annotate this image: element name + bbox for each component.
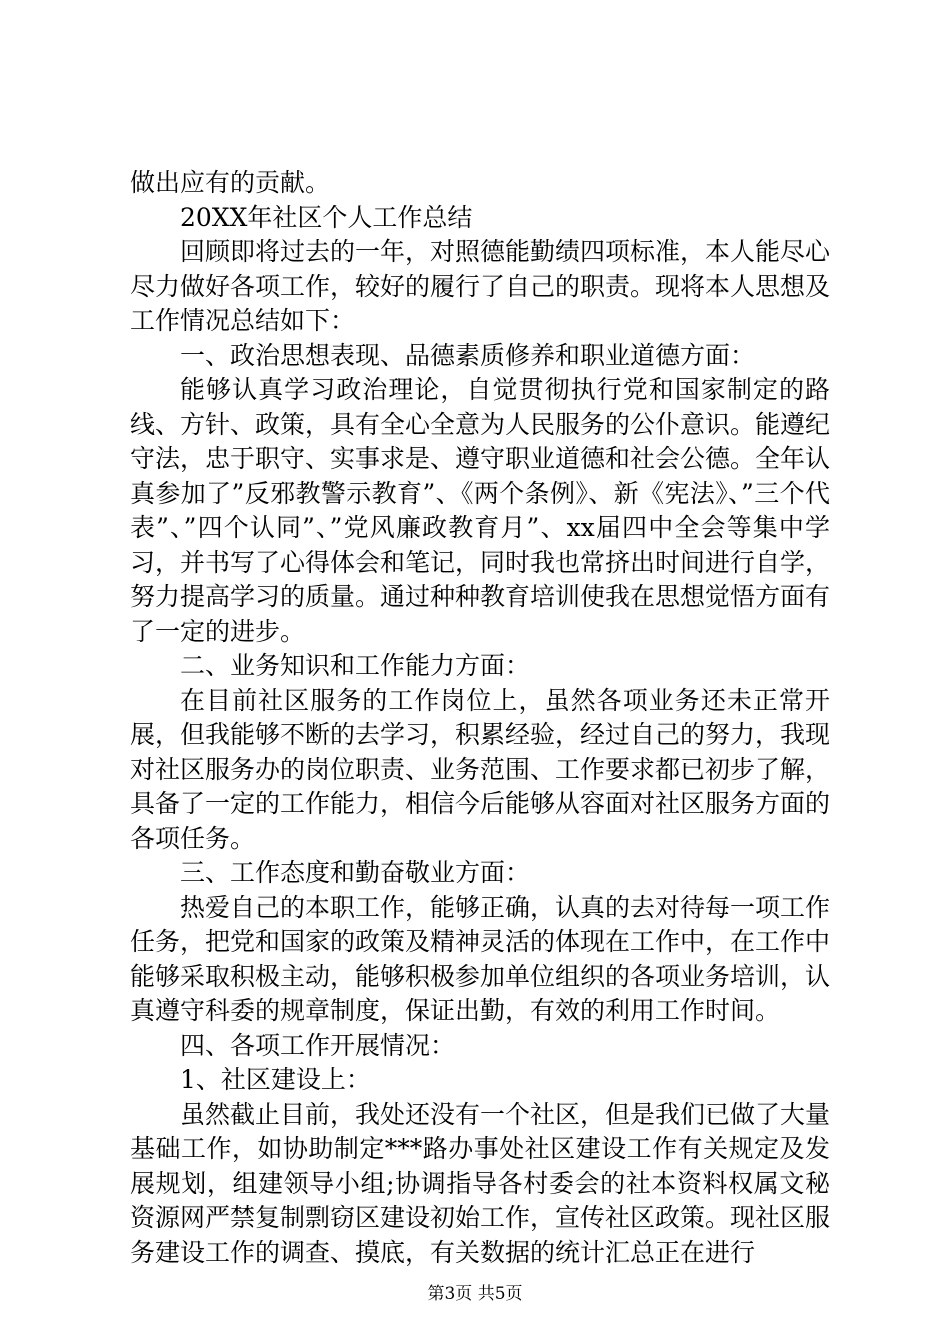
- section-heading: 二、业务知识和工作能力方面：: [180, 651, 531, 680]
- paragraph: 在目前社区服务的工作岗位上，虽然各项业务还未正常开展，但我能够不断的去学习，积累经验，经过自己的努力，我现对社区服务办的岗位职责、业务范围、工作要求都已初步了解，具备了一定的工作能力，相信今后能够从容面对社区服务方面的各项任务。: [130, 685, 831, 853]
- section-heading: 四、各项工作开展情况：: [180, 1030, 456, 1060]
- section-heading: 三、工作态度和勤奋敬业方面：: [180, 858, 531, 887]
- page-footer: [0, 1279, 950, 1304]
- paragraph: 回顾即将过去的一年，对照德能勤绩四项标准，本人能尽心尽力做好各项工作，较好的履行了自己的职责。现将本人思想及工作情况总结如下：: [130, 237, 831, 335]
- subsection-heading: 1、社区建设上：: [180, 1065, 371, 1094]
- section-heading: 一、政治思想表现、品德素质修养和职业道德方面：: [180, 340, 756, 370]
- section-title: 20XX年社区个人工作总结: [180, 202, 473, 232]
- paragraph: 能够认真学习政治理论，自觉贯彻执行党和国家制定的路线、方针、政策，具有全心全意为人民服务的公仆意识。能遵纪守法，忠于职守、实事求是、遵守职业道德和社会公德。全年认真参加了”反邪教警示教育”、《两个条例》、新《宪法》、”三个代表”、”四个认同”、”党风廉政教育月”、xx届四中全会等集中学习，并书写了心得体会和笔记，同时我也常挤出时间进行自学，努力提高学习的质量。通过种种教育培训使我在思想觉悟方面有了一定的进步。: [130, 375, 831, 646]
- document-body: [130, 166, 830, 1270]
- paragraph: 虽然截止目前，我处还没有一个社区，但是我们已做了大量基础工作，如协助制定***路办事处社区建设工作有关规定及发展规划，组建领导小组;协调指导各村委会的社本资料权属文秘资源网严禁复制剽窃区建设初始工作，宣传社区政策。现社区服务建设工作的调查、摸底，有关数据的统计汇总正在进行: [130, 1099, 831, 1267]
- page-number: 第3页 共5页: [427, 1284, 523, 1304]
- paragraph: 做出应有的贡献。: [130, 168, 331, 197]
- paragraph: 热爱自己的本职工作，能够正确，认真的去对待每一项工作任务，把党和国家的政策及精神灵活的体现在工作中，在工作中能够采取积极主动，能够积极参加单位组织的各项业务培训，认真遵守科委的规章制度，保证出勤，有效的利用工作时间。: [130, 892, 831, 1025]
